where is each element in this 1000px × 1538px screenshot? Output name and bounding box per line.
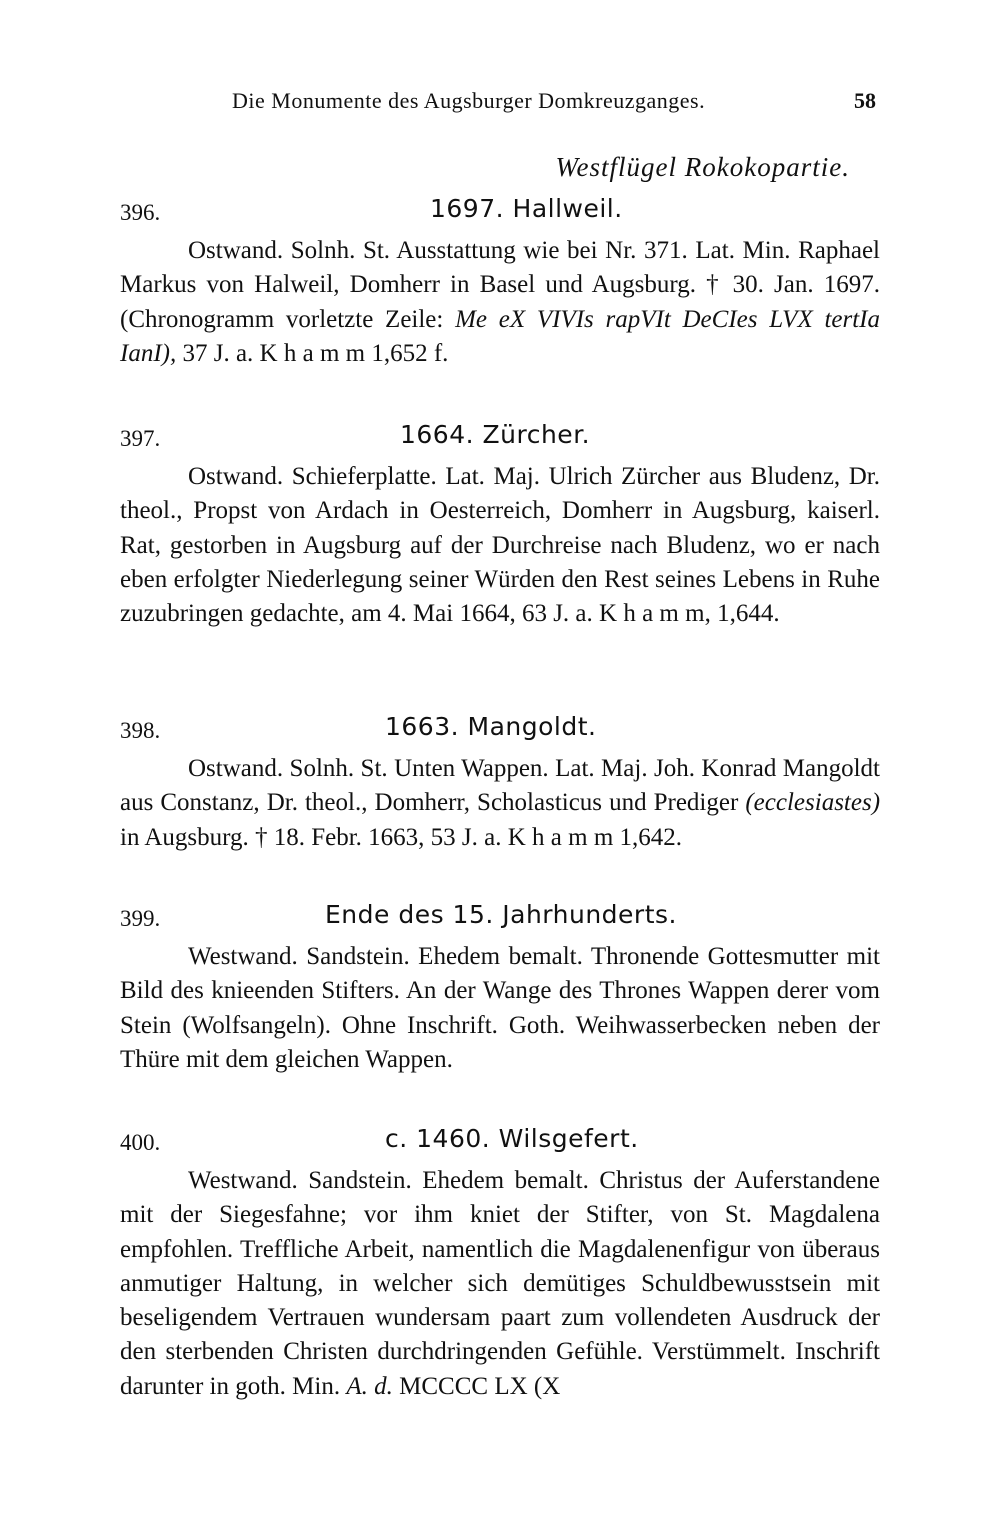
- inscription-text: A. d.: [346, 1372, 393, 1400]
- entry-title: 1664. Zürcher.: [400, 420, 591, 449]
- entry-number: 396.: [120, 200, 161, 225]
- entry-title: 1663. Mangoldt.: [385, 712, 597, 741]
- entry-396: [120, 194, 880, 371]
- entry-397: [120, 420, 880, 631]
- latin-term: (ecclesiastes): [745, 789, 881, 817]
- entry-heading: [120, 420, 880, 460]
- entry-text: [120, 1164, 880, 1404]
- entry-400: [120, 1124, 880, 1404]
- entry-heading: [120, 194, 880, 234]
- entry-number: 400.: [120, 1130, 161, 1155]
- entry-text-part: 37 J. a. K h a m m 1,652 f.: [182, 339, 449, 367]
- page-number: 58: [854, 88, 876, 113]
- entry-heading: [120, 900, 880, 940]
- chronogram-inscription: Me eX VIVIs rapVIt DeCIes LVX tertIa IanI),: [120, 305, 880, 367]
- entry-text-part: MCCCC LX (X: [399, 1372, 561, 1400]
- entry-title: 1697. Hallweil.: [430, 194, 623, 223]
- entry-text-part: in Augsburg. † 18. Febr. 1663, 53 J. a. K h a m m 1,642.: [120, 823, 683, 851]
- entry-398: [120, 712, 880, 855]
- running-title: Die Monumente des Augsburger Domkreuzganges.: [232, 88, 706, 113]
- entry-text: Westwand. Sandstein. Ehedem bemalt. Thronende Gottesmutter mit Bild des knieenden Stifters. An der Wange des Thrones Wappen derer vom Stein (Wolfsangeln). Ohne Inschrift. Goth. Weihwasserbecken neben der Thüre mit dem gleichen Wappen.: [120, 943, 880, 1073]
- section-heading: Westflügel Rokokopartie.: [555, 152, 850, 182]
- entry-number: 399.: [120, 906, 161, 931]
- entry-text: Ostwand. Schieferplatte. Lat. Maj. Ulrich Zürcher aus Bludenz, Dr. theol., Propst von Ardach in Oesterreich, Domherr in Augsburg, kaiserl. Rat, gestorben in Augsburg auf der Durchreise nach Bludenz, wo er nach eben erfolgter Niederlegung seiner Würden den Rest seines Lebens in Ruhe zuzubringen gedachte, am 4. Mai 1664, 63 J. a. K h a m m, 1,644.: [120, 463, 880, 628]
- entry-title: c. 1460. Wilsgefert.: [385, 1124, 639, 1153]
- entry-text: [120, 234, 880, 371]
- entry-text-part: Ostwand. Solnh. St. Ausstattung wie bei Nr. 371. Lat. Min. Raphael Markus von Halweil, Domherr in Basel und Augsburg. † 30. Jan. 1697. (Chronogramm vorletzte Zeile:: [120, 237, 880, 333]
- entry-text: [120, 752, 880, 855]
- entry-text-part: Ostwand. Solnh. St. Unten Wappen. Lat. Maj. Joh. Konrad Mangoldt aus Constanz, Dr. theol., Domherr, Scholasticus und Prediger: [120, 755, 880, 817]
- entry-number: 397.: [120, 426, 161, 451]
- running-head: [120, 88, 880, 118]
- entry-text-part: Westwand. Sandstein. Ehedem bemalt. Christus der Auferstandene mit der Siegesfahne; vor ihm kniet der Stifter, von St. Magdalena empfohlen. Treffliche Arbeit, namentlich die Magdalenenfigur von überaus anmutiger Haltung, in welcher sich demütiges Schuldbewusstsein mit beseligendem Vertrauen wundersam paart zum vollendeten Ausdruck der den sterbenden Christen durchdringenden Gefühle. Verstümmelt. Inschrift darunter in goth. Min.: [120, 1167, 880, 1400]
- entry-number: 398.: [120, 718, 161, 743]
- entry-heading: [120, 1124, 880, 1164]
- entry-399: [120, 900, 880, 1077]
- entry-title: Ende des 15. Jahrhunderts.: [325, 900, 677, 929]
- entry-heading: [120, 712, 880, 752]
